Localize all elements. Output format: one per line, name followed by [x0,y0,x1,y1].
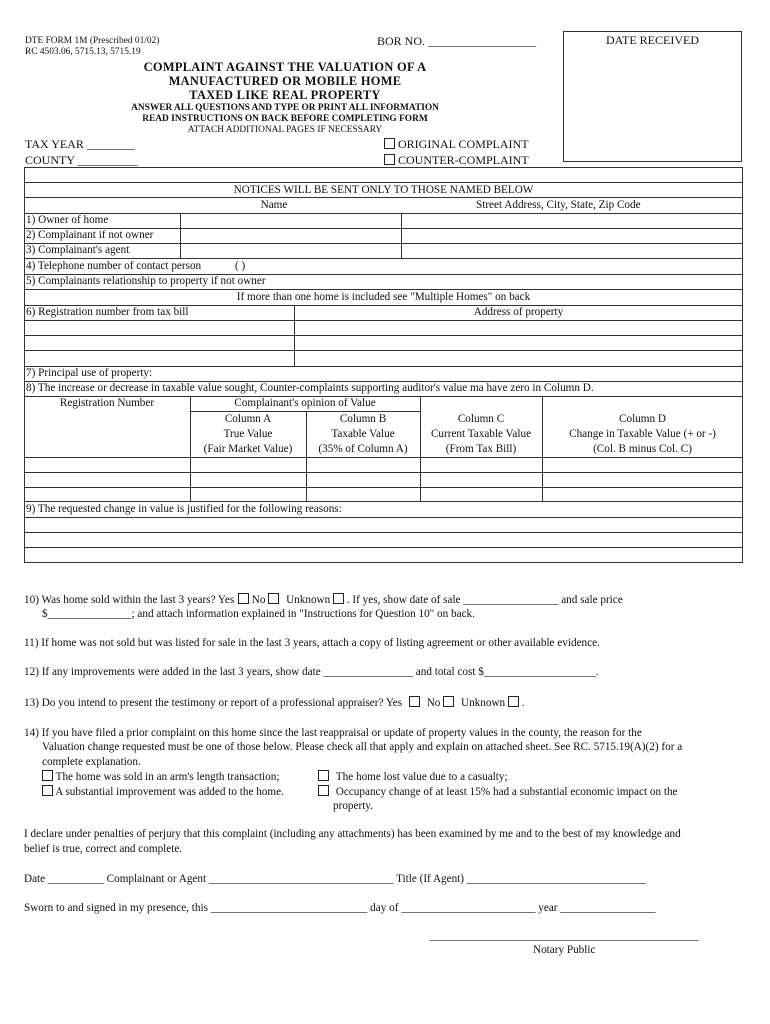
column-a-note: (Fair Market Value) [203,443,293,455]
column-b-title: Column B [339,413,387,425]
q13-yes-checkbox[interactable] [409,696,420,707]
notary-public-label: Notary Public [533,944,596,956]
q13-unknown-checkbox[interactable] [508,696,519,707]
column-b-note: (35% of Column A) [318,443,408,455]
multiple-homes-note: If more than one home is included see "Multiple Homes" on back [236,291,531,303]
question-14-line1: 14) If you have filed a prior complaint on this home since the last reappraisal or update of property values in the county, the reason for the [24,727,642,739]
column-c-title: Column C [457,413,505,425]
row-complainant-label: 2) Complainant if not owner [26,229,154,241]
column-d-title: Column D [619,413,666,425]
column-d-subtitle: Change in Taxable Value (+ or -) [569,428,716,440]
question-10: 10) Was home sold within the last 3 years? Yes No Unknown . If yes, show date of sale _________________ and sale price [24,594,623,606]
row-telephone-label: 4) Telephone number of contact person [26,260,202,272]
rc-reference: RC 4503.06, 5715.13, 5715.19 [25,47,141,57]
arms-length-checkbox[interactable] [42,770,53,781]
option-arms-length[interactable]: The home was sold in an arm's length transaction; [42,770,279,784]
row-principal-use-label: 7) Principal use of property: [26,367,153,379]
instruction-line2: READ INSTRUCTIONS ON BACK BEFORE COMPLETING FORM [142,114,428,124]
opinion-of-value-header: Complainant's opinion of Value [234,397,376,409]
address-of-property-header: Address of property [473,306,564,318]
question-13: 13) Do you intend to present the testimony or report of a professional appraiser? Yes No Unknown . [24,697,525,709]
question-14-line3: complete explanation. [42,756,141,768]
form-title-line1: COMPLAINT AGAINST THE VALUATION OF A [143,60,427,74]
question-12: 12) If any improvements were added in the last 3 years, show date ________________ and total cost $____________________. [24,666,599,678]
q10-unknown-checkbox[interactable] [333,593,344,604]
row-relationship-label: 5) Complainants relationship to property if not owner [26,275,266,287]
row-registration-label: 6) Registration number from tax bill [26,306,189,318]
casualty-checkbox[interactable] [318,770,329,781]
instruction-line1: ANSWER ALL QUESTIONS AND TYPE OR PRINT ALL INFORMATION [131,103,439,113]
registration-number-header: Registration Number [59,397,155,409]
telephone-area-code[interactable]: ( ) [235,260,246,272]
instruction-line3: ATTACH ADDITIONAL PAGES IF NECESSARY [187,125,383,135]
occupancy-checkbox[interactable] [318,785,329,796]
column-c-note: (From Tax Bill) [445,443,517,455]
sworn-signed-line[interactable]: Sworn to and signed in my presence, this ____________________________ day of ________________________ year _________________ [24,902,656,914]
q10-yes-checkbox[interactable] [238,593,249,604]
row-owner-label: 1) Owner of home [26,214,109,226]
form-title-line3: TAXED LIKE REAL PROPERTY [189,88,381,102]
row-value-sought-label: 8) The increase or decrease in taxable value sought, Counter-complaints supporting auditor's value ma have zero in Column D. [26,382,594,394]
column-b-subtitle: Taxable Value [331,428,395,440]
question-14-line2: Valuation change requested must be one of those below. Please check all that apply and explain on attached sheet. See RC. 5715.19(A)(2) for a [42,741,683,753]
column-a-subtitle: True Value [223,428,273,440]
original-complaint-option[interactable] [384,138,529,152]
row-agent-label: 3) Complainant's agent [26,244,130,256]
date-received-label: DATE RECEIVED [606,33,699,47]
declaration-line2: belief is true, correct and complete. [24,843,183,855]
notices-header: NOTICES WILL BE SENT ONLY TO THOSE NAMED BELOW [233,184,534,196]
counter-complaint-label: COUNTER-COMPLAINT [398,153,529,167]
option-improvement[interactable]: A substantial improvement was added to the home. [42,785,284,799]
q13-no-checkbox[interactable] [443,696,454,707]
form-id: DTE FORM 1M (Prescribed 01/02) [25,36,160,46]
improvement-checkbox[interactable] [42,785,53,796]
q10-no-checkbox[interactable] [268,593,279,604]
name-column-header: Name [260,199,288,211]
form-title-line2: MANUFACTURED OR MOBILE HOME [168,74,402,88]
tax-year-field[interactable]: TAX YEAR ________ [25,137,135,151]
option-casualty[interactable]: The home lost value due to a casualty; [318,770,508,784]
declaration-line1: I declare under penalties of perjury that this complaint (including any attachments) has been examined by me and to the best of my knowledge and [24,828,681,840]
column-c-subtitle: Current Taxable Value [430,428,532,440]
county-field[interactable]: COUNTY __________ [25,153,138,167]
question-11: 11) If home was not sold but was listed for sale in the last 3 years, attach a copy of listing agreement or other available evidence. [24,637,600,649]
notary-signature-line[interactable]: ________________________________________________ [430,930,699,942]
option-occupancy[interactable]: Occupancy change of at least 15% had a substantial economic impact on the [318,785,678,799]
original-complaint-label: ORIGINAL COMPLAINT [398,137,529,151]
bor-number-field[interactable]: BOR NO. __________________ [377,34,537,48]
counter-complaint-option[interactable] [384,154,529,168]
question-10-sale-price: $_______________; and attach information explained in "Instructions for Question 10" on back. [42,608,475,620]
counter-complaint-checkbox[interactable] [384,154,395,165]
date-complainant-title-line[interactable]: Date __________ Complainant or Agent _________________________________ Title (If Agent) ________________________________ [24,873,646,885]
column-a-title: Column A [224,413,272,425]
column-d-note: (Col. B minus Col. C) [593,443,692,455]
date-received-box [563,31,742,162]
option-occupancy-cont: property. [333,800,373,812]
original-complaint-checkbox[interactable] [384,138,395,149]
row-reasons-label: 9) The requested change in value is justified for the following reasons: [26,503,342,515]
address-column-header: Street Address, City, State, Zip Code [476,199,641,211]
